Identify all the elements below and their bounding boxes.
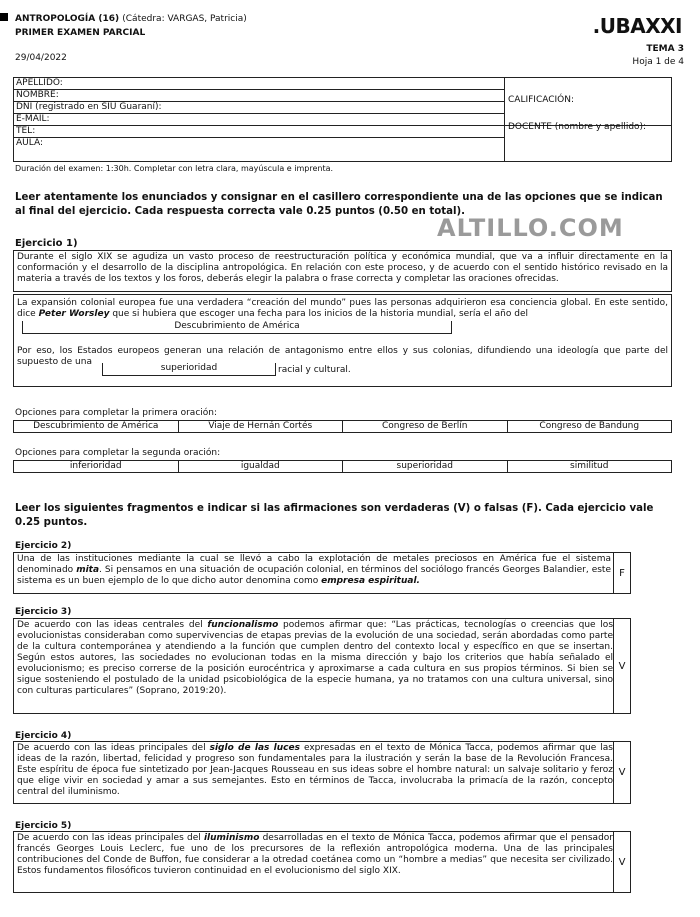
ex3-answer: V [618, 660, 626, 672]
uba-logo: .UBAXXI [592, 14, 682, 38]
ex2-answer: F [619, 567, 625, 579]
opts2-table [13, 460, 672, 473]
ex1-sentence-2: Por eso, los Estados europeos generan una relación de antagonismo entre ellos y sus colonias, difundiendo una ideología que parte del supuesto de una [17, 346, 668, 367]
answer-2-value: superioridad [160, 363, 218, 373]
opt1-c: Congreso de Berlín [343, 421, 508, 433]
duration-note: Duración del examen: 1:30h. Completar con letra clara, mayúscula e imprenta. [15, 164, 334, 173]
aula-label: AULA: [16, 138, 43, 148]
student-form [13, 77, 672, 162]
opt1-d: Congreso de Bandung [507, 421, 672, 433]
docente-label: DOCENTE (nombre y apellido): [508, 122, 647, 132]
ex5-title: Ejercicio 5) [15, 821, 72, 831]
opt2-a: inferioridad [14, 461, 179, 473]
ex3-box [13, 618, 631, 714]
opt1-a: Descubrimiento de América [14, 421, 179, 433]
opt2-d: similitud [507, 461, 672, 473]
nombre-label: NOMBRE: [16, 90, 59, 100]
tel-field[interactable] [14, 126, 504, 138]
watermark: ALTILLO.COM [437, 214, 624, 242]
instructions-1: Leer atentamente los enunciados y consignar en el casillero correspondiente una de las opciones que se indican al final del ejercicio. Cada respuesta correcta vale 0.25 puntos (0.50 en total). [15, 192, 663, 217]
course-line [15, 14, 247, 25]
opt2-b: igualdad [178, 461, 343, 473]
nombre-field[interactable] [14, 90, 504, 102]
sentence-2-tail: racial y cultural. [278, 365, 351, 375]
catedra: (Cátedra: VARGAS, Patricia) [122, 14, 247, 24]
opt1-b: Viaje de Hernán Cortés [178, 421, 343, 433]
aula-field[interactable] [14, 138, 504, 149]
ex4-title: Ejercicio 4) [15, 731, 72, 741]
ex3-text: De acuerdo con las ideas centrales del funcionalismo podemos afirmar que: “Las prácticas, tecnologías o creencias que los evolucionistas consideraban como supervivencias de etapas previas de la evolución de una sociedad, serán abordadas como parte de la cultura contemporánea y atendiendo a la función que cumplen dentro del contexto local y específico en que se insertan. Según estos autores, las sociedades no evolucionan todas en la misma dirección y bajo los criterios que había señalado el evolucionismo; es preciso correrse de la posición eurocéntrica y aproximarse a cada cultura en sus propios términos. Si bien se sigue sosteniendo el postulado de la unidad psicobiológica de la especie humana, ya no tratamos con una cultura universal, sino con culturas particulares” (Soprano, 2019:20). [17, 620, 614, 696]
ex4-box [13, 741, 631, 804]
calificacion-field[interactable] [505, 78, 671, 126]
ex2-answer-cell[interactable] [613, 553, 630, 593]
ex3-title: Ejercicio 3) [15, 607, 72, 617]
ex3-emphasis: funcionalismo [207, 620, 279, 630]
exam-date: 29/04/2022 [15, 53, 67, 63]
ex5-answer: V [618, 856, 626, 868]
header-square [0, 13, 8, 21]
apellido-label: APELLIDO: [16, 78, 63, 88]
ex5-emphasis: iluminismo [203, 833, 260, 843]
opt2-c: superioridad [343, 461, 508, 473]
ex2-title: Ejercicio 2) [15, 541, 72, 551]
opts1-table [13, 420, 672, 433]
docente-field[interactable] [505, 122, 671, 161]
calificacion-label: CALIFICACIÓN: [508, 95, 575, 105]
ex1-title: Ejercicio 1) [15, 238, 78, 249]
exam-title: PRIMER EXAMEN PARCIAL [15, 28, 146, 38]
tel-label: TEL: [16, 126, 36, 136]
ex1-sentences [13, 294, 672, 387]
ex2-text: Una de las instituciones mediante la cual se llevó a cabo la explotación de metales preciosos en América fue el sistema denominado mita. Si pensamos en una situación de ocupación colonial, en términos del sociólogo francés Georges Balandier, este sistema es un buen ejemplo de lo que dicho autor denomina como empresa espiritual. [17, 554, 612, 586]
answer-box-2[interactable] [102, 363, 276, 376]
ex5-answer-cell[interactable] [613, 832, 630, 892]
answer-box-1[interactable] [22, 321, 452, 334]
ex1-sentence-1: La expansión colonial europea fue una verdadera “creación del mundo” pues las personas adquirieron esa conciencia global. En este sentido, dice Peter Worsley que si hubiera que escoger una fecha para los inicios de la historia mundial, sería el año del [17, 298, 668, 319]
answer-1-value: Descubrimiento de América [174, 321, 300, 331]
ex1-intro [13, 250, 672, 292]
ex4-answer-cell[interactable] [613, 742, 630, 803]
ex5-box [13, 831, 631, 893]
dni-label: DNI (registrado en SIU Guaraní): [16, 102, 162, 112]
page-count: Hoja 1 de 4 [632, 57, 684, 67]
worsley-name: Peter Worsley [38, 309, 110, 319]
opts2-label: Opciones para completar la segunda oración: [15, 448, 221, 458]
ex4-text: De acuerdo con las ideas principales del siglo de las luces expresadas en el texto de Mónica Tacca, podemos afirmar que las ideas de la razón, libertad, felicidad y progreso son fundamentales para la ilustración y serán la base de la Revolución Francesa. Este espíritu de época fue sintetizado por Jean-Jacques Rousseau en sus ideas sobre el hombre natural: un salvaje solitario y feroz que elige vivir en sociedad y amar a sus semejantes. Esto en términos de Tacca, involucraba la primacía de la razón, concepto central del iluminismo. [17, 743, 613, 797]
ex4-answer: V [618, 767, 626, 778]
ex1-intro-text: Durante el siglo XIX se agudiza un vasto proceso de reestructuración política y económica mundial, que va a influir directamente en la conformación y el desarrollo de la disciplina antropológica. En relación con este proceso, y de acuerdo con el sentido histórico revisado en la materia a través de los textos y los foros, deberás elegir la palabra o frase correcta y completar las oraciones ofrecidas. [17, 252, 668, 284]
tema-label: TEMA 3 [646, 44, 684, 54]
course-name: ANTROPOLOGÍA (16) [15, 14, 120, 24]
email-label: E-MAIL: [16, 114, 50, 124]
opts1-label: Opciones para completar la primera oración: [15, 408, 218, 418]
ex2-emphasis-2: empresa espiritual. [321, 576, 420, 586]
instructions-2: Leer los siguientes fragmentos e indicar si las afirmaciones son verdaderas (V) o falsas (F). Cada ejercicio vale 0.25 puntos. [15, 503, 654, 528]
ex4-emphasis: siglo de las luces [209, 743, 300, 753]
ex3-answer-cell[interactable] [613, 619, 630, 713]
ex2-emphasis-1: mita [76, 565, 100, 575]
apellido-field[interactable] [14, 78, 504, 90]
email-field[interactable] [14, 114, 504, 126]
ex5-text: De acuerdo con las ideas principales del iluminismo desarrolladas en el texto de Mónica Tacca, podemos afirmar que el pensador francés Georges Louis Leclerc, fue uno de los precursores de la reflexión antropológica moderna. Una de las principales contribuciones del Conde de Buffon, fue considerar a la otredad coetánea como un “hombre a medias” que necesita ser civilizado. Estos fundamentos filosóficos tuvieron continuidad en el evolucionismo del siglo XIX. [17, 833, 613, 876]
dni-field[interactable] [14, 102, 504, 114]
ex2-box [13, 552, 631, 594]
